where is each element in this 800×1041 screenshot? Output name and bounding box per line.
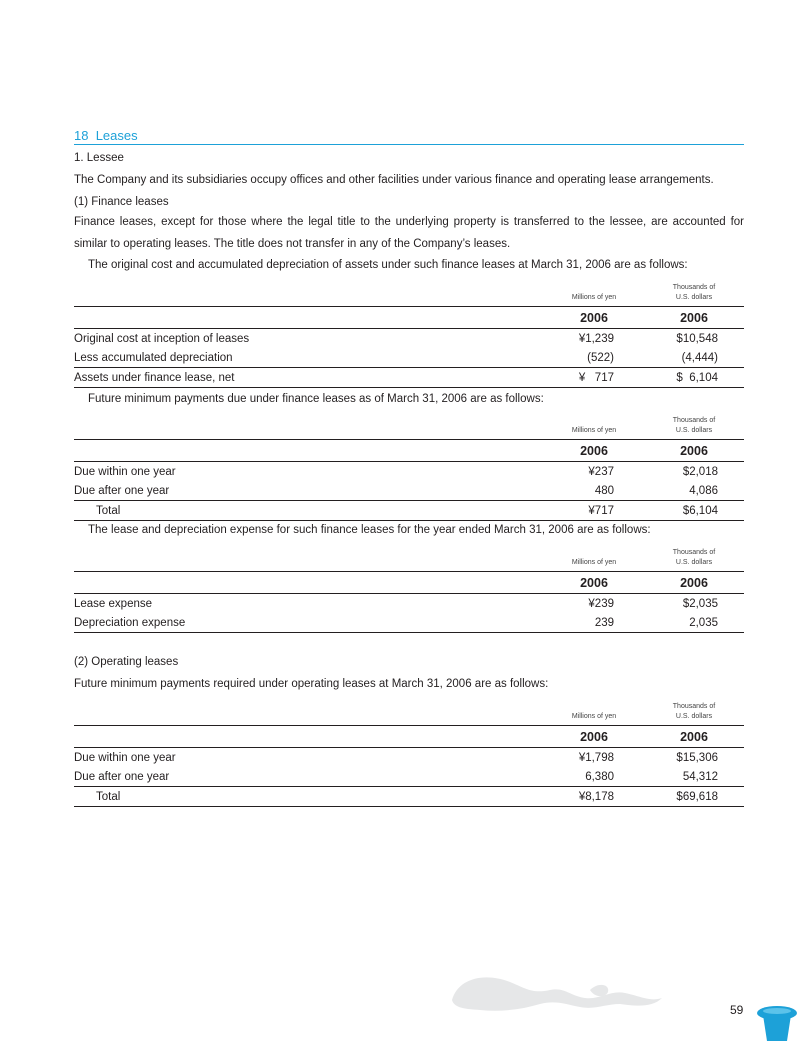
table3-intro: The lease and depreciation expense for such finance leases for the year ended March 31, 2006 are as follows: <box>88 524 651 536</box>
operating-leases-heading: (2) Operating leases <box>74 656 179 668</box>
finance-lease-payments-table <box>74 410 744 521</box>
table-row: Lease expense ¥239 $2,035 <box>74 597 718 610</box>
finance-leases-heading: (1) Finance leases <box>74 196 169 208</box>
table-row: Original cost at inception of leases ¥1,239 $10,548 <box>74 332 718 345</box>
col-header-usd: Thousands of U.S. dollars <box>672 703 716 720</box>
brush-stroke-decoration <box>440 960 670 1020</box>
year-header: 2006 <box>644 440 744 462</box>
table-row: Assets under finance lease, net ¥ 717 $ 6,104 <box>74 368 744 388</box>
col-header-usd: Thousands of U.S. dollars <box>672 284 716 301</box>
lessee-heading: 1. Lessee <box>74 152 124 164</box>
intro-paragraph: The Company and its subsidiaries occupy offices and other facilities under various finance and operating lease arrangements. <box>74 174 714 186</box>
table1-intro: The original cost and accumulated depreciation of assets under such finance leases at March 31, 2006 are as follows: <box>88 259 688 271</box>
table-row: Total ¥8,178 $69,618 <box>74 787 744 807</box>
col-header-yen: Millions of yen <box>571 294 617 301</box>
col-header-yen: Millions of yen <box>571 559 617 566</box>
finance-lease-assets-table <box>74 277 744 388</box>
year-header: 2006 <box>544 726 644 748</box>
lease-expense-table <box>74 542 744 633</box>
finance-leases-paragraph: Finance leases, except for those where the legal title to the underlying property is transferred to the lessee, are accounted for similar to operating leases. The title does not transfer in any of the Company’s leases. <box>74 216 744 250</box>
table2-intro: Future minimum payments due under finance leases as of March 31, 2006 are as follows: <box>88 393 544 405</box>
col-header-yen: Millions of yen <box>571 427 617 434</box>
year-header: 2006 <box>644 307 744 329</box>
table-row: Due after one year 6,380 54,312 <box>74 767 744 787</box>
year-header: 2006 <box>644 572 744 594</box>
col-header-usd: Thousands of U.S. dollars <box>672 417 716 434</box>
table-row: Due within one year ¥1,798 $15,306 <box>74 751 718 764</box>
col-header-yen: Millions of yen <box>571 713 617 720</box>
section-title: 18 Leases <box>74 128 138 143</box>
table4-intro: Future minimum payments required under operating leases at March 31, 2006 are as follows: <box>74 678 549 690</box>
table-row: Total ¥717 $6,104 <box>74 501 744 521</box>
table-row: Less accumulated depreciation (522) (4,444) <box>74 348 744 368</box>
operating-lease-payments-table <box>74 696 744 807</box>
page-number: 59 <box>730 1003 744 1017</box>
year-header: 2006 <box>544 307 644 329</box>
table-row: Depreciation expense 239 2,035 <box>74 613 744 633</box>
section-heading <box>74 127 744 145</box>
tower-icon <box>755 1005 800 1041</box>
table-row: Due after one year 480 4,086 <box>74 481 744 501</box>
year-header: 2006 <box>544 440 644 462</box>
year-header: 2006 <box>644 726 744 748</box>
table-row: Due within one year ¥237 $2,018 <box>74 465 718 478</box>
col-header-usd: Thousands of U.S. dollars <box>672 549 716 566</box>
year-header: 2006 <box>544 572 644 594</box>
